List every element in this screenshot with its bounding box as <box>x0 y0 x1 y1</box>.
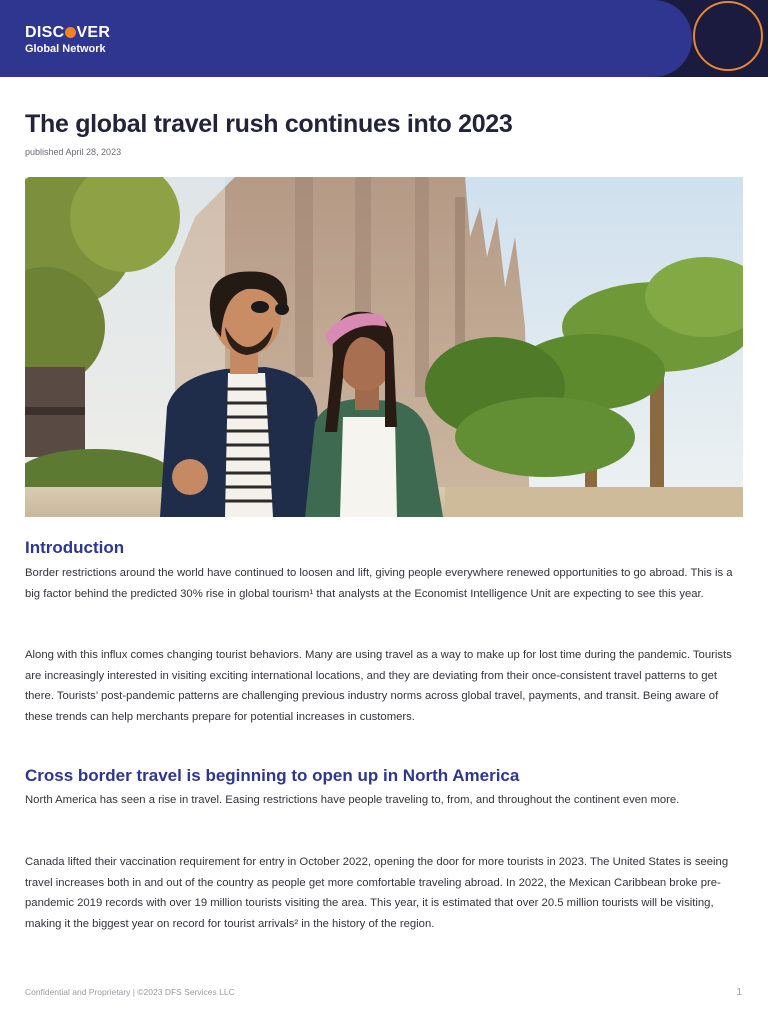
cross-border-paragraph-1: North America has seen a rise in travel. Easing restrictions have people traveling to, from, and throughout the continent even more. <box>25 794 680 806</box>
logo-subtitle: Global Network <box>25 43 106 55</box>
intro-paragraph-2: Along with this influx comes changing tourist behaviors. Many are using travel as a way to make up for lost time during the pandemic. Tourists are increasingly interested in visiting exciting international locations, and they are deviating from their once-consistent travel patterns to get there. Tourists’ post-pandemic patterns are challenging previous industry norms across global travel, payments, and transit. Being aware of these trends can help merchants prepare for potential increases in customers. <box>25 649 732 723</box>
hero-photo-illustration <box>25 177 743 517</box>
discover-logo <box>25 24 110 56</box>
logo-orange-dot-icon <box>65 27 76 38</box>
page-number: 1 <box>736 987 742 998</box>
section-heading-cross-border: Cross border travel is beginning to open up in North America <box>25 766 520 785</box>
header-decorative-ring <box>693 1 763 71</box>
cross-border-paragraph-2: Canada lifted their vaccination requirement for entry in October 2022, opening the door for more tourists in 2023. The United States is seeing travel increases both in and out of the country as people get more comfortable traveling abroad. In 2022, the Mexican Caribbean broke pre-pandemic 2019 records with over 19 million tourists visiting the area. This year, it is estimated that over 20.5 million tourists will be visiting, making it the biggest year on record for tourist arrivals² in the history of the region. <box>25 856 729 930</box>
section-heading-introduction: Introduction <box>25 538 125 557</box>
hero-photo <box>25 177 743 517</box>
logo-wordmark-end: VER <box>76 24 111 41</box>
page-header <box>0 0 768 77</box>
publish-date: published April 28, 2023 <box>25 147 122 157</box>
footer-legal: Confidential and Proprietary | ©2023 DFS Services LLC <box>25 987 235 997</box>
intro-paragraph-1: Border restrictions around the world have continued to loosen and lift, giving people everywhere renewed opportunities to go abroad. This is a big factor behind the predicted 30% rise in global tourism¹ that analysts at the Economist Intelligence Unit are expecting to see this year. <box>25 567 733 600</box>
logo-wordmark <box>25 24 110 41</box>
article-title: The global travel rush continues into 2023 <box>25 110 513 138</box>
logo-wordmark-start: DISC <box>25 24 65 41</box>
